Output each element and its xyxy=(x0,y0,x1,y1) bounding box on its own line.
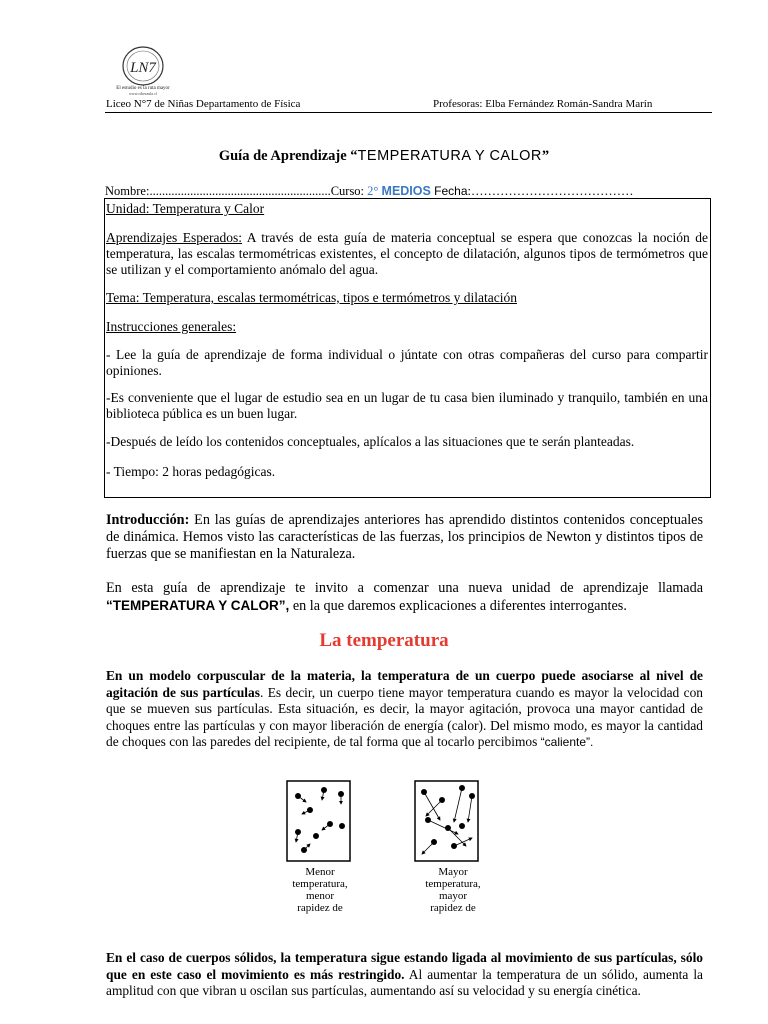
instruction-1: - Lee la guía de aprendizaje de forma individual o júntate con otras compañeras del curso para compartir opiniones. xyxy=(106,347,708,378)
fecha-label: Fecha xyxy=(430,184,468,198)
high-temperature-caption: Mayor temperatura, mayor rapidez de xyxy=(425,866,481,914)
instruction-2: -Es conveniente que el lugar de estudio sea en un lugar de tu casa bien iluminado y tranquilo, también en una biblioteca pública es un buen lugar. xyxy=(106,390,708,421)
logo-monogram: LN7 xyxy=(130,60,156,76)
solids-paragraph: En el caso de cuerpos sólidos, la temperatura sigue estando ligada al movimiento de sus partículas, sólo que en este caso el movimiento es más restringido. Al aumentar la temperatura de un sólido, aumenta la amplitud con que vibran u oscilan sus partículas, aumentando así su velocidad y su energía cinética. xyxy=(106,950,703,998)
fecha-field[interactable]: :………………………………… xyxy=(467,184,634,198)
logo-motto: El estudio es la ruta mayor xyxy=(116,86,170,91)
student-form-line xyxy=(105,184,634,199)
tema: Tema: Temperatura, escalas termométricas, tipos e termómetros y dilatación xyxy=(106,290,517,305)
school-logo xyxy=(112,44,174,96)
info-box xyxy=(104,198,711,498)
temperature-paragraph: En un modelo corpuscular de la materia, la temperatura de un cuerpo puede asociarse al nivel de agitación de sus partículas. Es decir, un cuerpo tiene mayor temperatura cuando es mayor la velocidad con que se mueven sus partículas. Esta situación, es decir, la mayor agitación, provoca una mayor cantidad de choques entre las partículas y con mayor liberación de energía (calor). Del mismo modo, es mayor la cantidad de choques con las paredes del recipiente, de tal forma que al tocarlo percibimos “caliente”. xyxy=(106,668,703,749)
nombre-label: Nombre: xyxy=(105,184,150,198)
curso-value: 2° MEDIOS xyxy=(367,184,431,198)
header-divider xyxy=(105,112,712,113)
title-prefix: Guía de Aprendizaje xyxy=(218,148,351,164)
nombre-field[interactable]: .......................................................... xyxy=(149,184,331,198)
teachers: Profesoras: Elba Fernández Román-Sandra Marín xyxy=(433,98,653,110)
low-temperature-caption: Menor temperatura, menor rapidez de xyxy=(292,866,348,914)
low-temperature-diagram xyxy=(286,780,351,862)
page-title xyxy=(0,148,768,165)
unidad: Unidad: Temperatura y Calor xyxy=(106,201,265,216)
intro-paragraph-2: En esta guía de aprendizaje te invito a comenzar una nueva unidad de aprendizaje llamada “TEMPERATURA Y CALOR”, en la que daremos explicaciones a diferentes interrogantes. xyxy=(106,580,703,614)
logo-site: www.ciberaula.cl xyxy=(129,91,157,96)
curso-label: Curso: xyxy=(330,184,368,198)
instruction-4: - Tiempo: 2 horas pedagógicas. xyxy=(106,464,276,479)
instrucciones-heading: Instrucciones generales: xyxy=(106,319,237,334)
title-open-quote: “ xyxy=(350,148,358,164)
school-department: Liceo N°7 de Niñas Departamento de Física xyxy=(106,98,301,110)
title-caps: TEMPERATURA Y CALOR xyxy=(357,148,542,164)
section-heading: La temperatura xyxy=(319,630,449,651)
title-close-quote: ” xyxy=(541,148,550,164)
aprendizajes-esperados: Aprendizajes Esperados: A través de esta guía de materia conceptual se espera que conozcas la noción de temperatura, las escalas termométricas existentes, el concepto de dilatación, algunos tipos de termómetros que se utilizan y el comportamiento anómalo del agua. xyxy=(106,230,709,277)
intro-paragraph: Introducción: En las guías de aprendizajes anteriores has aprendido distintos contenidos conceptuales de dinámica. Hemos visto las características de las fuerzas, los principios de Newton y distintos tipos de fuerzas que se manifiestan en la Naturaleza. xyxy=(106,512,703,562)
instruction-3: -Después de leído los contenidos conceptuales, aplícalos a las situaciones que te serán planteadas. xyxy=(106,434,635,449)
high-temperature-diagram xyxy=(414,780,479,862)
